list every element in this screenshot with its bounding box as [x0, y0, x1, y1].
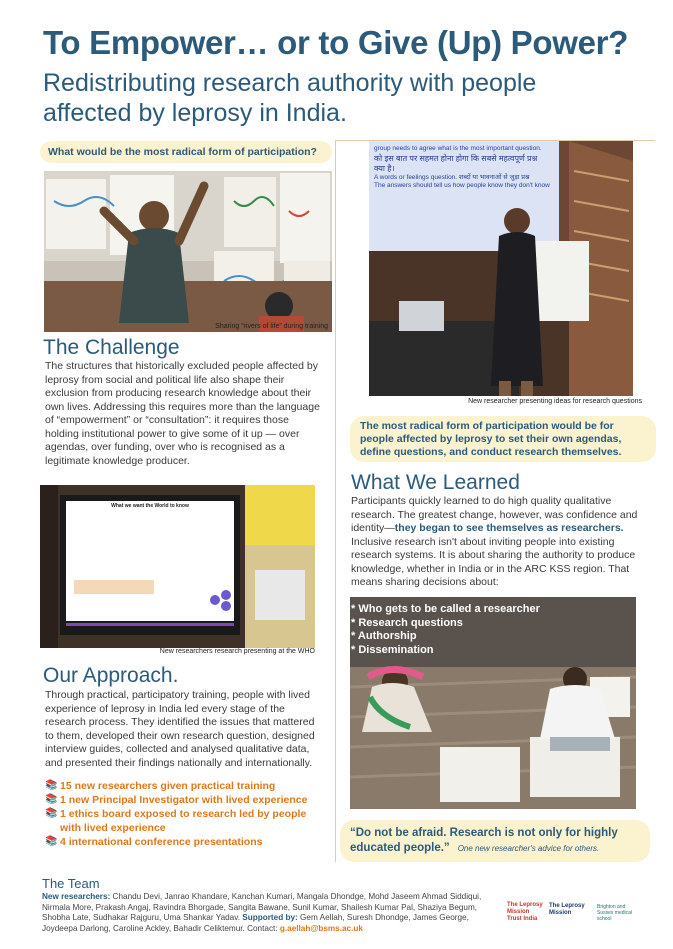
impact-item	[45, 835, 330, 849]
poster-subtitle: Redistributing research authority with people affected by leprosy in India.	[43, 69, 537, 127]
who-slide-heading: What we want the World to know	[111, 503, 189, 509]
books-icon: 📚	[45, 836, 58, 847]
supported-label: Supported by:	[242, 913, 298, 922]
impact-item	[45, 807, 330, 835]
tlm-logo-text: The Leprosy Mission	[549, 903, 585, 916]
slide-line: क्या है।	[374, 163, 395, 173]
impact-item-text: 4 international conference presentations	[60, 836, 263, 848]
learned-heading: What We Learned	[351, 471, 520, 494]
poster-title: To Empower… or to Give (Up) Power?	[43, 24, 629, 61]
presenter-photo-caption: New researcher presenting ideas for research questions	[468, 398, 642, 405]
team-text	[42, 892, 497, 934]
projected-slide	[371, 143, 557, 249]
books-icon: 📚	[45, 794, 58, 805]
impact-item	[45, 779, 330, 793]
impact-item-text: 1 new Principal Investigator with lived experience	[60, 794, 308, 806]
learned-text-emphasis: they began to see themselves as researchers.	[394, 522, 624, 534]
quote-attribution: One new researcher's advice for others.	[457, 844, 600, 853]
radical-answer-callout: The most radical form of participation would be for people affected by leprosy to set their own agendas, define questions, and conduct research themselves.	[350, 416, 656, 462]
researchers-list: Chandu Devi, Janrao Khandare, Kanchan Kumari, Mangala Dhondge, Mohd Jaseem Ahmad Siddiqui, Nirmala More, Prakash Angaj, Ravindra Bhorgade, Sangita Bawane, Sunil Kumar, Shailesh Kumar Pal, Shaziya Begum, Shobha Late, Sudhakar Rajguru, Uma Shankar Yadav.	[42, 892, 482, 922]
researchers-label: New researchers:	[42, 892, 111, 901]
supporters-list: Gem Aellah, Suresh Dhondge, James George, Joydeepa Darlong, Caroline Ackley, Bahadir Celiktemur. Contact:	[42, 913, 469, 933]
approach-heading: Our Approach.	[43, 664, 179, 687]
quote-text: “Do not be afraid. Research is not only for highly educated people.”	[350, 827, 618, 854]
rivers-of-life-image	[44, 171, 332, 332]
bsms-logo-text: Brighton and Sussex medical school	[597, 904, 633, 922]
contact-email-link[interactable]: g.aellah@bsms.ac.uk	[279, 923, 363, 933]
team-heading: The Team	[42, 876, 100, 891]
challenge-text: The structures that historically excluded people affected by leprosy from social and political life also shape their exclusion from producing research knowledge about their own lives. Addressing this requires more than the language of “empowerment” or “consultation”: it requires those holding institutional power to give some of it up — over agendas, over funding, over who is recognised as a legitimate knowledge producer.	[45, 360, 320, 467]
bsms-logo	[597, 904, 643, 922]
challenge-heading: The Challenge	[43, 336, 180, 359]
books-icon: 📚	[45, 780, 58, 791]
learned-text-part: Participants quickly learned to do high quality qualitative research. The greatest change, however, was confidence and identity—	[351, 495, 638, 534]
tlm-logo	[549, 903, 591, 917]
learned-text	[351, 495, 651, 590]
impact-item-text: 1 ethics board exposed to research led by people with lived experience	[60, 808, 307, 834]
books-icon: 📚	[45, 808, 58, 819]
tlm-trust-logo-text: The Leprosy Mission Trust India	[507, 902, 543, 922]
slide-line: A words or feelings question. शब्दों या भावनाओं से जुड़ा प्रश्न	[374, 173, 530, 181]
approach-text: Through practical, participatory training, people with lived experience of leprosy in India led every stage of the research process. They identified the issues that mattered to them, developed their own research question, designed interview guides, collected and analysed qualitative data, and presented their findings nationally and internationally.	[45, 689, 315, 769]
slide-line: को इस बात पर सहमत होना होगा कि सबसे महत्वपूर्ण प्रश्न	[374, 153, 538, 163]
who-photo	[40, 485, 315, 648]
slide-line: The answers should tell us how people know they don't know	[374, 182, 550, 189]
column-divider	[335, 140, 336, 862]
tlm-trust-logo	[507, 902, 545, 923]
decision-item: * Who gets to be called a researcher	[351, 603, 540, 615]
learned-text-part: Inclusive research isn't about inviting people into existing research systems. It is about sharing the authority to produce knowledge, whether in India or in the ARC KSS region. That means sharing decisions about:	[351, 535, 636, 588]
who-photo-caption: New researchers research presenting at the WHO	[159, 648, 315, 655]
impact-list	[45, 779, 330, 849]
question-callout: What would be the most radical form of participation?	[40, 141, 332, 163]
decision-list	[351, 603, 540, 657]
decision-item: * Research questions	[351, 616, 463, 629]
who-image	[40, 485, 315, 648]
quote-callout	[340, 820, 650, 862]
rivers-of-life-photo	[44, 171, 332, 332]
rivers-photo-caption: Sharing “rivers of life” during training	[215, 323, 328, 330]
slide-line: group needs to agree what is the most important question.	[374, 145, 542, 152]
impact-item	[45, 793, 330, 807]
decision-item: * Authorship	[351, 630, 417, 642]
presenter-photo	[369, 141, 633, 396]
impact-item-text: 15 new researchers given practical training	[60, 780, 276, 792]
decision-item: * Dissemination	[351, 643, 434, 656]
